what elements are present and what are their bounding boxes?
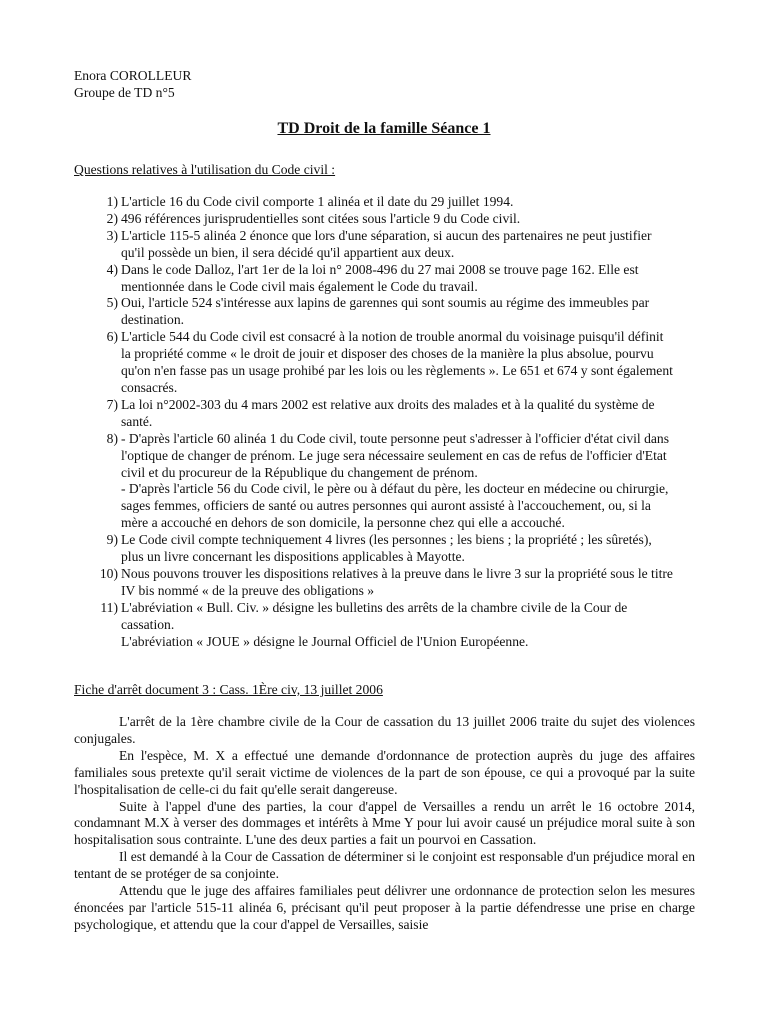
list-item-line: L'abréviation « JOUE » désigne le Journal Officiel de l'Union Européenne. [121,633,529,649]
list-item-line: Oui, l'article 524 s'intéresse aux lapins de garennes qui sont soumis au régime des immeubles par destination. [121,295,650,328]
section-heading-questions: Questions relatives à l'utilisation du Code civil : [74,162,336,177]
list-item-line: L'article 16 du Code civil comporte 1 alinéa et il date du 29 juillet 1994. [121,194,514,209]
list-item [74,600,674,651]
list-item-number: 10) [99,565,118,581]
list-item-number: 7) [106,396,118,412]
list-item-text [121,194,674,211]
list-item-text [121,262,674,296]
list-item-line: Dans le code Dalloz, l'art 1er de la loi n° 2008-496 du 27 mai 2008 se trouve page 162. Elle est mentionnée dans le Code civil mais également le Code du travail. [121,261,639,294]
list-item-line: L'article 544 du Code civil est consacré à la notion de trouble anormal du voisinage puisqu'il définit la propriété comme « le droit de jouir et disposer des choses de la manière la plus absolue, pourvu qu'on n'en fasse pas un usage prohibé par les lois ou les règlements ». Le 651 et 674 y sont également consacrés. [121,329,673,395]
list-item [74,194,674,211]
list-item-number: 1) [106,194,118,209]
group-label: Groupe de TD n°5 [74,84,175,100]
fiche-arret-body [74,714,695,934]
list-item [74,295,674,329]
list-item-text [121,295,674,329]
list-item [74,262,674,296]
section-heading-fiche-arret: Fiche d'arrêt document 3 : Cass. 1Ère civ, 13 juillet 2006 [74,682,383,697]
list-item-number: 2) [106,210,118,226]
list-item-line: 496 références jurisprudentielles sont citées sous l'article 9 du Code civil. [121,210,521,226]
list-item-text [121,566,674,600]
body-paragraph: Attendu que le juge des affaires familiales peut délivrer une ordonnance de protection selon les mesures énoncées par l'article 515-11 alinéa 6, précisant qu'il peut proposer à la partie défendresse une prise en charge psychologique, et attendu que la cour d'appel de Versailles, saisie [74,883,695,932]
list-item-line: La loi n°2002-303 du 4 mars 2002 est relative aux droits des malades et à la qualité du système de santé. [121,396,655,429]
list-item-text [121,211,674,228]
list-item-number: 5) [106,295,118,311]
body-paragraph: En l'espèce, M. X a effectué une demande d'ordonnance de protection auprès du juge des affaires familiales sous pretexte qu'il serait victime de violences de la part de son épouse, ce qui a provoqué par la suite l'hospitalisation de celle-ci du fait qu'elle serait dangereuse. [74,747,695,797]
list-item-text [121,228,674,262]
list-item-text [121,600,674,651]
list-item-line: Nous pouvons trouver les dispositions relatives à la preuve dans le livre 3 sur la propriété sous le titre IV bis nommé « de la preuve des obligations » [121,565,673,598]
document-title: TD Droit de la famille Séance 1 [277,120,491,137]
list-item-line: L'abréviation « Bull. Civ. » désigne les bulletins des arrêts de la chambre civile de la Cour de cassation. [121,599,628,632]
list-item [74,397,674,431]
list-item-number: 9) [106,532,118,548]
list-item [74,566,674,600]
list-item-number: 6) [106,329,118,345]
list-item-line: Le Code civil compte techniquement 4 livres (les personnes ; les biens ; la propriété ; les sûretés), plus un livre concernant les dispositions applicables à Mayotte. [121,532,652,565]
list-item-number: 11) [100,599,118,615]
list-item-text [121,329,674,397]
questions-list [74,194,674,650]
list-item [74,431,674,532]
body-paragraph: Suite à l'appel d'une des parties, la cour d'appel de Versailles a rendu un arrêt le 16 octobre 2014, condamnant M.X à verser des dommages et intérêts à Mme Y pour lui avoir causé un préjudice moral suite à son hospitalisation sous contrainte. L'une des deux parties a fait un pourvoi en Cassation. [74,798,695,848]
list-item-number: 4) [106,261,118,277]
body-paragraph: L'arrêt de la 1ère chambre civile de la Cour de cassation du 13 juillet 2006 traite du sujet des violences conjugales. [74,714,695,746]
list-item-line: - D'après l'article 56 du Code civil, le père ou à défaut du père, les docteur en médecine ou chirurgie, sages femmes, officiers de santé ou autres personnes qui auront assisté à l'accouchement, ou, si la mère a accouché en dehors de son domicile, la personne chez qui elle a accouché. [121,481,669,531]
list-item-number: 3) [106,227,118,243]
document-header [74,68,191,102]
list-item [74,329,674,397]
list-item-text [121,532,674,566]
author-name: Enora COROLLEUR [74,68,192,83]
list-item-number: 8) [106,430,118,446]
body-paragraph: Il est demandé à la Cour de Cassation de déterminer si le conjoint est responsable d'un préjudice moral en tentant de se protéger de sa conjointe. [74,849,695,882]
list-item-line: L'article 115-5 alinéa 2 énonce que lors d'une séparation, si aucun des partenaires ne peut justifier qu'il possède un bien, il sera décidé qu'il appartient aux deux. [121,227,652,260]
list-item-text [121,431,674,532]
list-item [74,228,674,262]
list-item [74,532,674,566]
list-item-text [121,397,674,431]
list-item-line: - D'après l'article 60 alinéa 1 du Code civil, toute personne peut s'adresser à l'officier d'état civil dans l'optique de changer de prénom. Le juge sera nécessaire seulement en cas de refus de l'officier d'Etat civil et du procureur de la République du changement de prénom. [121,430,670,480]
list-item [74,211,674,228]
